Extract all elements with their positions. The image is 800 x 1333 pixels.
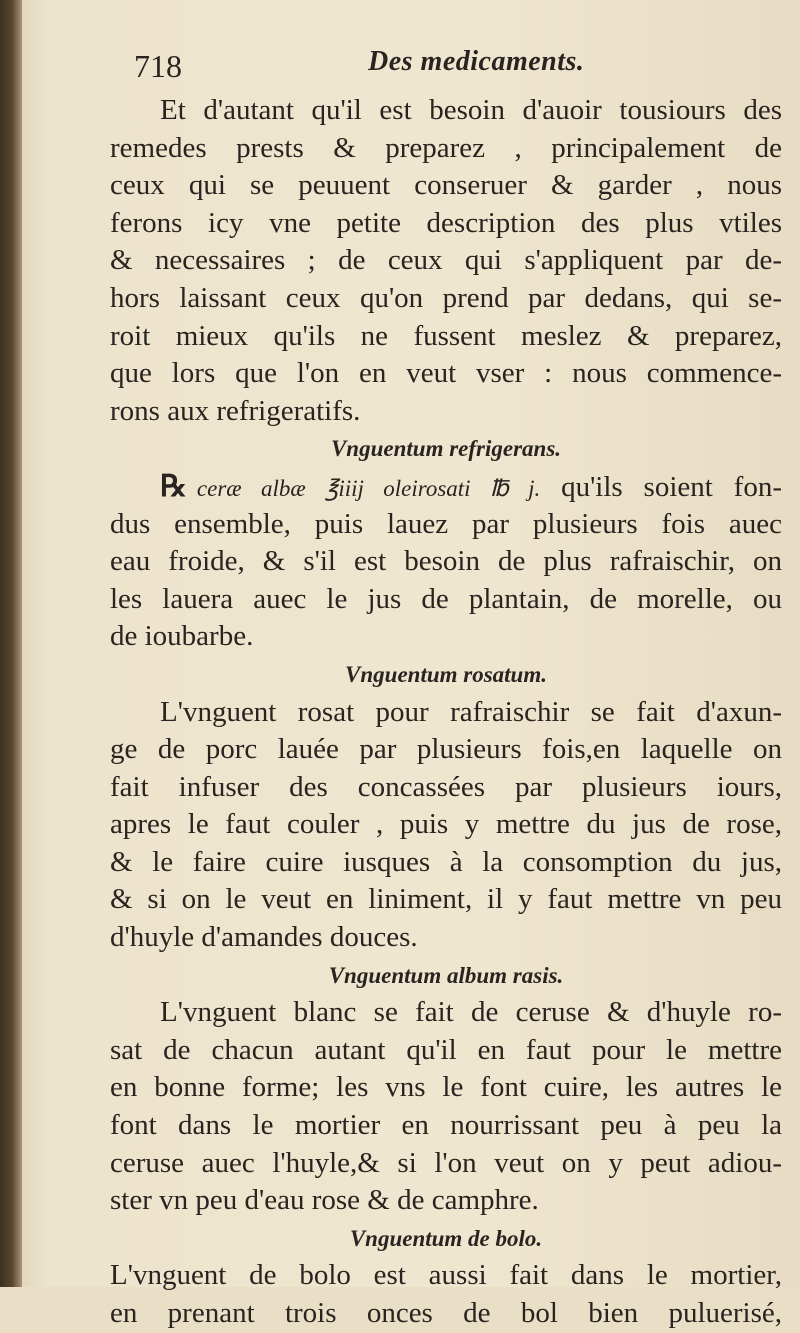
text-line: L'vnguent rosat pour rafraischir se fait d'axun- [160,695,782,728]
text-line: L'vnguent blanc se fait de ceruse & d'huyle ro- [160,996,782,1029]
text-line: de ioubarbe. [110,620,254,653]
text-line: en prenant trois onces de bol bien puluerisé, [110,1297,782,1329]
text-line: font dans le mortier en nourrissant peu à peu la [110,1109,782,1142]
recipe-1 [110,468,782,656]
recipe-ingredients: ceræ albæ ℥iiij oleirosati ℔ j. [196,475,541,501]
text-line: & si on le veut en liniment, il y faut mettre vn peu [110,883,782,916]
text-line: d'huyle d'amandes douces. [110,921,418,954]
text-line: & le faire cuire iusques à la consomption du jus, [110,845,782,878]
text-line: fait infuser des concassées par plusieurs iours, [110,770,782,803]
text-line: ferons icy vne petite description des plus vtiles [110,206,782,239]
text-line: sat de chacun autant qu'il en faut pour le mettre [110,1033,782,1066]
page-gutter [0,0,22,1287]
paragraph-2 [110,694,782,957]
text-line: ceux qui se peuuent conseruer & garder , nous [110,169,782,202]
text-line: ceruse auec l'huyle,& si l'on veut on y peut adiou- [110,1146,782,1179]
text-line: dus ensemble, puis lauez par plusieurs fois auec [110,507,782,540]
running-title: Des medicaments. [368,46,585,77]
paragraph-3 [110,994,782,1220]
section-heading: Vnguentum refrigerans. [330,436,562,462]
page-header [110,40,782,92]
text-line: les lauera auec le jus de plantain, de morelle, ou [110,582,782,615]
text-line: remedes prests & preparez , principalement de [110,131,782,164]
text-line: que lors que l'on en veut vser : nous commence- [110,357,782,390]
text-line: en bonne forme; les vns le font cuire, les autres le [110,1071,782,1104]
text-line: hors laissant ceux qu'on prend par dedans, qui se- [110,281,782,314]
text-line: & necessaires ; de ceux qui s'appliquent par de- [110,244,782,277]
paragraph-1 [110,92,782,430]
text-line: roit mieux qu'ils ne fussent meslez & preparez, [110,319,782,352]
page-text [110,40,782,1333]
page-number: 718 [134,48,182,84]
section-heading: Vnguentum album rasis. [328,962,564,988]
recipe-line-rest: qu'ils soient fon- [561,470,782,503]
text-line: Et d'autant qu'il est besoin d'auoir tousiours des [160,94,782,126]
recipe-first-line [110,468,782,506]
recipe-symbol: ℞ [160,469,187,503]
text-line: L'vnguent de bolo est aussi fait dans le mortier, [110,1259,782,1292]
text-line: ster vn peu d'eau rose & de camphre. [110,1184,539,1217]
section-heading: Vnguentum rosatum. [345,661,547,687]
text-line: eau froide, & s'il est besoin de plus rafraischir, on [110,545,782,578]
paragraph-4 [110,1257,782,1332]
text-line: ge de porc lauée par plusieurs fois,en laquelle on [110,733,782,766]
text-line: rons aux refrigeratifs. [110,394,361,427]
text-line: apres le faut couler , puis y mettre du jus de rose, [110,808,782,841]
section-heading: Vnguentum de bolo. [349,1225,543,1251]
